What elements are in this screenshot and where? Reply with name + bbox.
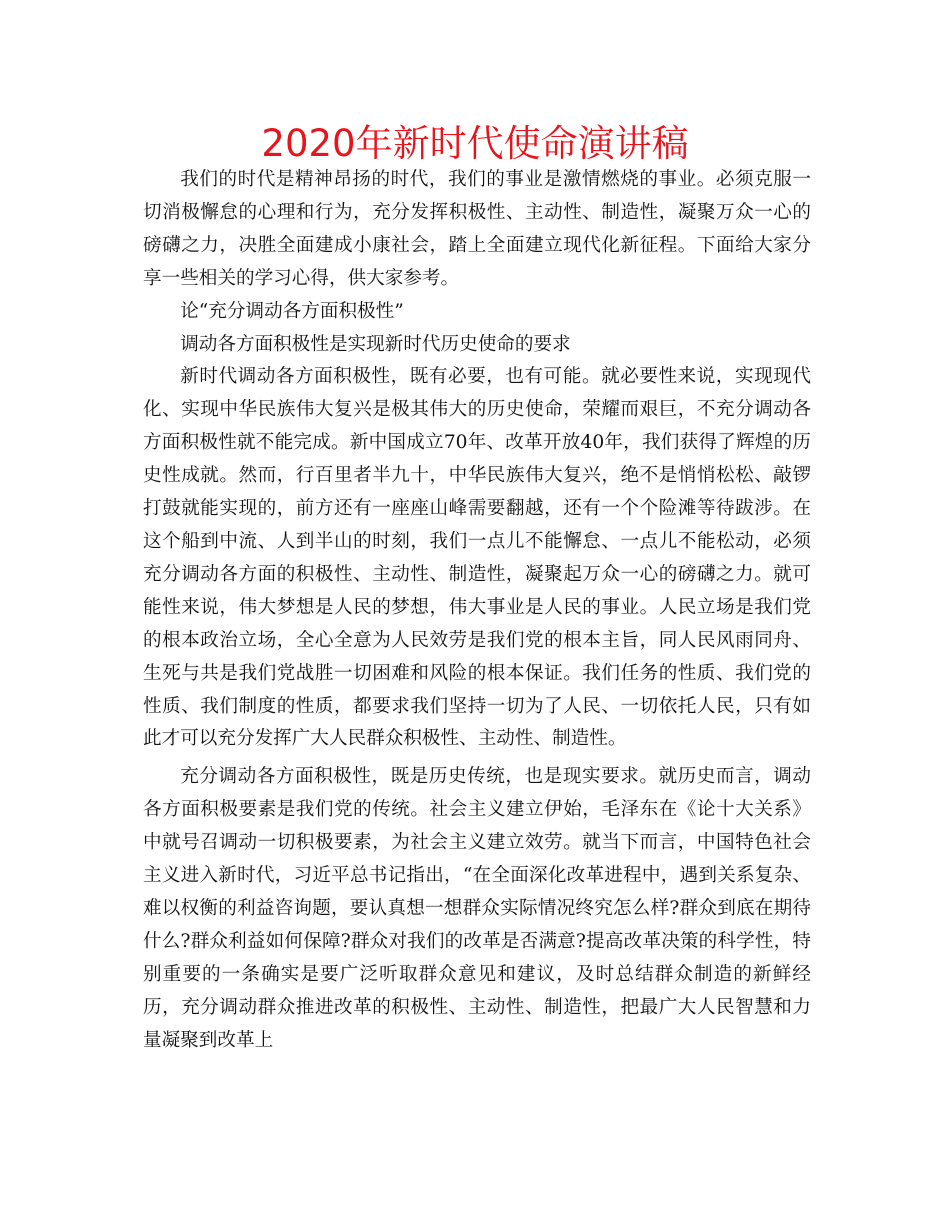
intro-paragraph: 我们的时代是精神昂扬的时代，我们的事业是激情燃烧的事业。必须克服一切消极懈怠的心理和行为，充分发挥积极性、主动性、制造性，凝聚万众一心的磅礴之力，决胜全面建成小康社会，踏上全面建立现代化新征程。下面给大家分享一些相关的学习心得，供大家参考。 [143, 169, 811, 289]
document-body [143, 164, 811, 1057]
section-heading: 论“充分调动各方面积极性” [180, 300, 404, 322]
document-title: 2020年新时代使命演讲稿 [261, 122, 689, 165]
body-paragraph-1: 新时代调动各方面积极性，既有必要，也有可能。就必要性来说，实现现代化、实现中华民族伟大复兴是极其伟大的历史使命，荣耀而艰巨，不充分调动各方面积极性就不能完成。新中国成立70年、改革开放40年，我们获得了辉煌的历史性成就。然而，行百里者半九十，中华民族伟大复兴，绝不是悄悄松松、敲锣打鼓就能实现的，前方还有一座座山峰需要翻越，还有一个个险滩等待跋涉。在这个船到中流、人到半山的时刻，我们一点儿不能懈怠、一点儿不能松动，必须充分调动各方面的积极性、主动性、制造性，凝聚起万众一心的磅礴之力。就可能性来说，伟大梦想是人民的梦想，伟大事业是人民的事业。人民立场是我们党的根本政治立场，全心全意为人民效劳是我们党的根本主旨，同人民风雨同舟、生死与共是我们党战胜一切困难和风险的根本保证。我们任务的性质、我们党的性质、我们制度的性质，都要求我们坚持一切为了人民、一切依托人民，只有如此才可以充分发挥广大人民群众积极性、主动性、制造性。 [143, 366, 811, 750]
body-paragraph-2: 充分调动各方面积极性，既是历史传统，也是现实要求。就历史而言，调动各方面积极要素是我们党的传统。社会主义建立伊始，毛泽东在《论十大关系》中就号召调动一切积极要素，为社会主义建立效劳。就当下而言，中国特色社会主义进入新时代，习近平总书记指出，“在全面深化改革进程中，遇到关系复杂、难以权衡的利益咨询题，要认真想一想群众实际情况终究怎么样?群众到底在期待什么?群众利益如何保障?群众对我们的改革是否满意?提高改革决策的科学性，特别重要的一条确实是要广泛听取群众意见和建议，及时总结群众制造的新鲜经历，充分调动群众推进改革的积极性、主动性、制造性，把最广大人民智慧和力量凝聚到改革上 [143, 766, 811, 1051]
subsection-heading: 调动各方面积极性是实现新时代历史使命的要求 [180, 333, 571, 355]
